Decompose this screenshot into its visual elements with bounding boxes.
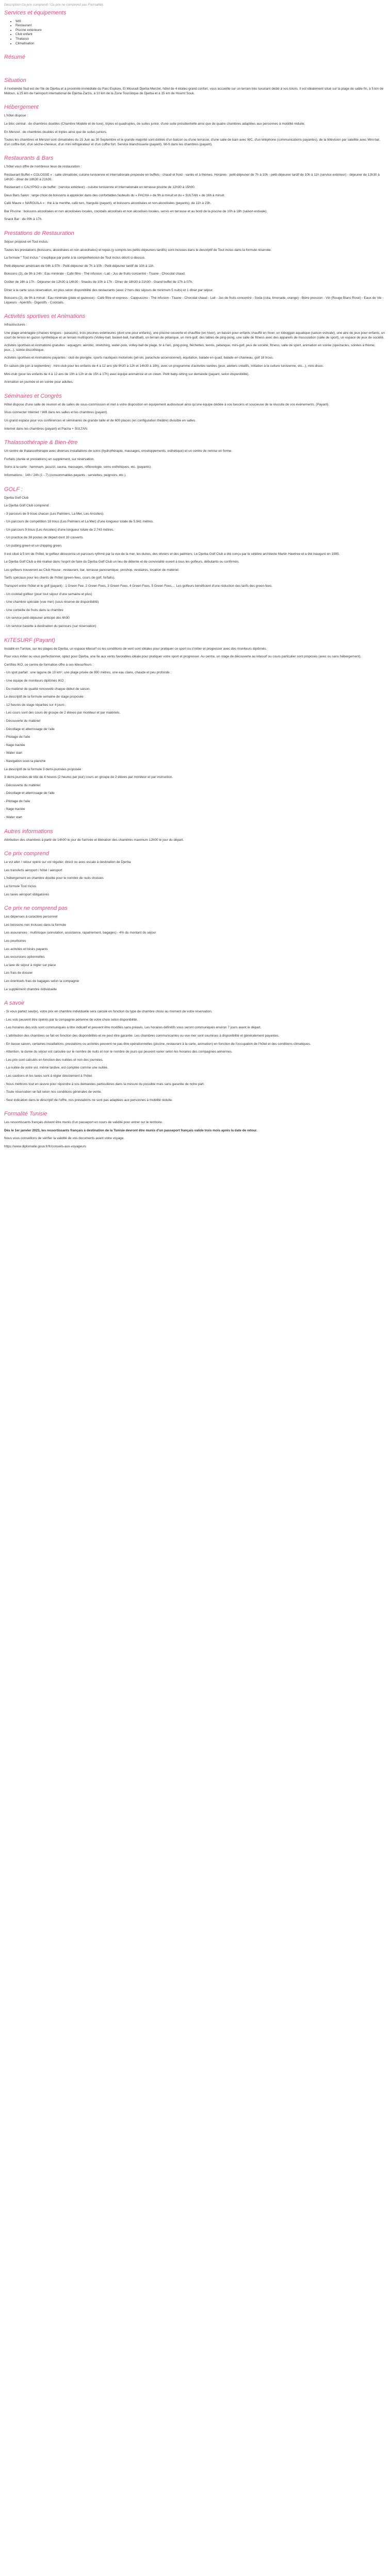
golf-title: GOLF : <box>4 486 23 493</box>
hebergement-text: Le bloc central : de chambres doubles (Chambre Modèle et de luxe), triples et quadruples, de suites junior, d'une suite présidentielle ainsi que de quatre chambres adaptées aux personnes à mobilité réduite. <box>4 122 305 126</box>
kitesurf-text: Le descriptif de la formule 3 demi-journées proposée : <box>4 767 83 771</box>
page-content <box>0 0 391 1163</box>
prestations-text: Dîner à la carte sous réservation, en plus selon disponibilité des restaurants (avec 2 hors des séjours de minimum 5 nuits) et 1 dîner par séjour. <box>4 288 214 292</box>
golf-text: Il est situé à 5 km de l'hôtel, le golfeur découvrira un parcours rythmé par la vue de la mer, les dunes, des oliviers et des palmiers. Le Djerba Golf Club a été conçu par le célèbre architecte Martin Hawtree et a été inauguré en 1995. <box>4 552 340 556</box>
activites-text: Activités sportives et Animations payantes : club de plongée, sports nautiques motorisés (jet-ski, parachute ascensionnel), équitation, balade en quad, balade en chameau, golf 18 trous. <box>4 356 274 360</box>
a-savoir-text: - Si vous partez seul(e), votre prix en chambre individuelle sera calculé en fonction du type de chambre choisi au moment de votre réservation. <box>4 1010 213 1014</box>
golf-text: - 3 parcours de 9 trous chacun (Les Palmiers, La Mer, Les Ancolies). <box>4 512 104 516</box>
restaurants-text: L'hôtel vous offre de nombreux lieux de restauration : <box>4 165 82 169</box>
golf-text: - Un putting green et un chipping green. <box>4 544 62 548</box>
kitesurf-list-item: - Nage tractée <box>4 807 25 811</box>
activites-text: Une plage aménagée (chaises longues - parasols), trois piscines extérieures (dont une pour enfants), une piscine couverte et chauffée (en hiver), un bassin pour enfants chauffé en hiver, un toboggan aquatique (saison estivale), une aire de jeux pour enfants, un court de tennis en gazon synthétique et un terrain multisports (Volley-ball, basket-ball, handball), un terrain de pétanque, un mini-golf, des tables de ping-pong, une salle de fitness avec des appareils de musculation (salle de sport), un espace de jeux de société. <box>4 331 385 340</box>
kitesurf-list-item: - Découverte du matériel <box>4 719 40 723</box>
kitesurf-title: KITESURF (Payant) <box>4 637 55 643</box>
list-item: • Club enfant <box>15 32 387 37</box>
restaurants-text: Café Maure « NARGUILA » : thé à la menthe, café turc, Narguilé (payant), et boissons alcoolisées et non-alcoolisées (payants), de 11h à 23h. <box>4 201 211 206</box>
a-savoir-text: - Les horaires des vols sont communiqués à titre indicatif et peuvent être modifiés sans préavis. Les horaires définitifs vous seront communiqués environ 7 jours avant le départ. <box>4 1026 262 1030</box>
restaurants-text: Bar Piscine : boissons alcoolisées et non alcoolisées locales, cocktails alcoolisés et non alcoolisés locales, servis en terrasse et au bord de la piscine de 10h à 18h (saison estivale). <box>4 209 268 213</box>
golf-list-item: - Un cocktail golfeur (pour tout séjour d'une semaine et plus) <box>4 592 92 596</box>
breadcrumb[interactable]: Description Ce prix comprend / Ce prix ne comprend pas Formalités <box>4 3 104 7</box>
seminaires-text: Hôtel dispose d'une salle de réunion et de salles de sous-commission et met à votre disposition en équipement audiovisuel ainsi qu'une équipe dédiée à vos besoins et soucieuse de la réussite de vos événements. (Payant). <box>4 402 330 406</box>
prix-ne-comprend-title: Ce prix ne comprend pas <box>4 905 68 912</box>
golf-text: Le Djerba Golf Club comprend : <box>4 504 51 508</box>
golf-text: Tarifs spéciaux pour les clients de l'hôtel (green-fees, cours de golf, forfaits). <box>4 576 116 580</box>
formalites-text: Dès le 1er janvier 2023, les ressortissants français à destination de la Tunisie devront être munis d'un passeport français valide trois mois après la date de retour. <box>4 1128 257 1132</box>
situation-text: À l'extrémité Sud est de l'île de Djerba et à proximité immédiate du Parc Explore, El Mouradi Djerba Menzel, hôtel de 4 étoiles grand confort, vous accueille sur un terrain très luxuriant dédié à vos loisirs. Il est idéalement situé sur la plage de sable fin, à 5 km de Midoun, à 25 km de l'aéroport international de Djerba-Zarzis, à 10 km de la Zone Touristique de Djerba et à 15 km de Houmt Souk. <box>4 87 384 95</box>
golf-text: Le Djerba Golf Club a été réalisé dans l'esprit de faire du Djerba Golf Club un lieu de détente et de convivialité ouvert à tous les golfeurs, débutants ou confirmés. <box>4 560 239 564</box>
services-title: Services et équipements <box>4 9 67 16</box>
restaurants-text: Snack Bar : de 09h à 17h. <box>4 217 42 222</box>
services-list <box>4 20 387 46</box>
kitesurf-text: Installé en Tunisie, sur les plages de Djerba, un espace kitesurf où les conditions de vent sont idéales pour pratiquer ce sport ou s'initier et progresser avec des moniteurs diplômés. <box>4 647 267 651</box>
prestations-text: Petit-déjeuner américain de 04h à 07h - Petit-déjeuner de 7h à 10h - Petit-déjeuner tardif de 10h à 11h. <box>4 264 155 268</box>
kitesurf-list-item: - Découverte du matériel <box>4 783 40 787</box>
kitesurf-text: Le descriptif de la formule semaine de stage proposée : <box>4 695 86 699</box>
golf-list-item: - Un service navette à destination du parcours (sur réservation) <box>4 624 96 628</box>
activites-text: Activités sportives et Animations gratuites : aquagym, aérobic, stretching, water-polo, volley-ball de plage, tir à l'arc, ping-pong, fléchettes, tennis, pétanque, mini-golf, jeux de société, fitness, salle de sport, animation en soirée (spectacles, soirées à thème, jeux...), soirée discothèque. <box>4 344 376 352</box>
hebergement-text: En Menzel : de chambres doubles et triples ainsi que de suites juniors. <box>4 130 107 134</box>
golf-text: Les golfeurs trouveront au Club House : restaurant, bar, terrasse panoramique, proshop, vestiaires, location de matériel. <box>4 568 180 572</box>
list-item: • Climatisation <box>15 42 387 46</box>
list-item: • Piscine extérieure <box>15 28 387 33</box>
kitesurf-list-item: - Une équipe de moniteurs diplômés IKO ; <box>4 679 66 683</box>
golf-list-item: - Une corbeille de fruits dans la chambre <box>4 608 63 612</box>
golf-text: - Un parcours de compétition 18 trous (Les Palmiers et La Mer) d'une longueur totale de 5.941 mètres. <box>4 520 154 524</box>
prix-comprend-item: Les taxes aéroport obligatoires <box>4 892 50 896</box>
prestations-text: Séjour proposé en Tout inclus. <box>4 240 48 244</box>
kitesurf-text: 3 demi-journées de kite de 4 heures (2 heures par jour) cours en groupe de 2 élèves par moniteur et par instruction. <box>4 775 173 779</box>
prix-comprend-title: Ce prix comprend <box>4 851 49 857</box>
hebergement-text: Toutes les chambres et Menzel sont climatisées du 15 Juin au 30 Septembre et le grande majorité sont dotées d'un balcon ou d'une terrasse, d'une salle de bain avec WC, d'un téléphone (communications payantes), de la télévision par satellite avec Mini-bar, d'un coffre-fort, d'un sèche-cheveux, d'un mini réfrigérateur et d'un coffre fort. Service blanchisserie (payant). Wi-fi dans les chambres (payant). <box>4 138 380 146</box>
a-savoir-text: - En basse saison, certaines installations, prestations ou activités peuvent ne pas être opérationnelles (piscine, restaurant à la carte, animation) en fonction de l'occupation de l'hôtel et des conditions climatiques. <box>4 1042 311 1046</box>
a-savoir-text: - Les vols peuvent être opérés par la compagnie aérienne de votre choix selon disponibilité. <box>4 1018 138 1022</box>
prix-ne-comprend-item: Les frais de dossier <box>4 971 33 975</box>
golf-list-item: - Un service petit-déjeuner anticipé dès 6h30 <box>4 616 70 620</box>
a-savoir-text: - La nuitée de votre vol, même tardive, est comptée comme une nuitée. <box>4 1066 108 1070</box>
prestations-text: Toutes les prestations (boissons, alcoolisées et non alcoolisées) et repas (y compris les petits déjeuners tardifs) sont incluses dans le descriptif de Tout inclus dans la formule réservée. <box>4 248 272 252</box>
prix-ne-comprend-item: La taxe de séjour à régler sur place <box>4 963 56 967</box>
prix-comprend-item: La formule Tout Inclus <box>4 885 37 889</box>
restaurants-text: Restaurant Buffet « COLOSSE » : salle climatisée, cuisine tunisienne et internationale proposée en buffets - chaud et froid - variés et à thèmes. Horaires : petit-déjeuner de 7h à 10h - petit-déjeuner tardif de 10h à 11h (service extérieur) - déjeuner de 12h30 à 14h30 - dîner de 18h30 à 21h30. <box>4 173 380 181</box>
resume-title: Résumé <box>4 54 25 61</box>
formalites-link[interactable]: https://www.diplomatie.gouv.fr/fr/conseils-aux-voyageurs <box>4 1145 87 1149</box>
seminaires-text: Internet dans les chambres (payant) et Pacha + SULTAN. <box>4 427 88 431</box>
a-savoir-text: - Seul indication dans le descriptif de l'offre, nos prestations ne sont pas adaptées aux personnes à mobilité réduite. <box>4 1098 173 1102</box>
kitesurf-list-item: - Pilotage de l'aile <box>4 799 30 803</box>
formalites-text: Nous vous conseillons de vérifier la validité de vos documents avant votre voyage. <box>4 1137 125 1141</box>
golf-text: Transport entre l'hôtel et le golf (payant) : 1 Green Fee, 2 Green Fees, 3 Green Fees, 4 Green Fees, 5 Green Fees,... Les golfeurs bénéficient d'une réduction des tarifs des green-fees. <box>4 584 273 588</box>
golf-text: Djerba Golf Club <box>4 496 29 500</box>
restaurants-text: Deux Bars Salon : large choix de boissons à apprécier dans des confortables fauteuils du « PACHA » de 9h à minuit et du « SULTAN » de 16h à minuit. <box>4 193 225 197</box>
activites-text: En saison (de juin à septembre) : mini-club pour les enfants de 4 à 12 ans (de 9h30 à 12h et 14h30 à 18h), avec un programme d'activités variées (jeux, ateliers créatifs, initiation à la culture tunisienne, etc...), mini-disco. <box>4 364 324 368</box>
prix-comprend-item: Le vol aller / retour opéré sur vol régulier, direct ou avec escale à destination de Djerba <box>4 860 131 865</box>
seminaires-title: Séminaires et Congrès <box>4 393 62 399</box>
list-item: • Thalasso <box>15 37 387 42</box>
prix-ne-comprend-item: Les dépenses à caractère personnel <box>4 915 58 919</box>
prix-ne-comprend-item: Le supplément chambre individuelle <box>4 987 57 991</box>
a-savoir-text: - Nous mettrons tout en œuvre pour répondre à vos demandes particulières dans la mesure du possible mais sans garantie de notre part. <box>4 1082 205 1086</box>
a-savoir-text: - L'attribution des chambres se fait en fonction des disponibilités et ne peut être garantie. Les chambres communicantes ou vue mer sont soumises à disponibilité et généralement payantes. <box>4 1033 280 1038</box>
restaurants-text: Restaurant « CALYPSO » de buffet : (service extérieur) - cuisine tunisienne et internationale en terrasse piscine de 12h30 à 15h00. <box>4 185 196 190</box>
activites-text: Animation en journée et en soirée pour adultes. <box>4 380 74 384</box>
a-savoir-text: - Toute réservation se fait selon nos conditions générales de vente. <box>4 1090 102 1094</box>
prestations-text: Boissons (2), de 9h à 24h : Eau minérale - Café filtre - Thé infusion - Lait - Jus de fruits concentré - Tisane - Chocolat chaud. <box>4 272 186 276</box>
kitesurf-list-item: - Décollage et atterrissage de l'aile <box>4 791 55 795</box>
seminaires-text: Un grand espace pour vos conférences et séminaires de grande taille et de 600 places (en configuration théâtre) divisible en salles. <box>4 418 196 422</box>
list-item: • Restaurant <box>15 24 387 28</box>
autres-title: Autres informations <box>4 828 53 835</box>
seminaires-text: Vous connecter Internet ! Wifi dans les salles et les chambres (payant). <box>4 411 108 415</box>
kitesurf-list-item: - Water start <box>4 751 22 755</box>
situation-title: Situation <box>4 77 26 84</box>
a-savoir-title: A savoir <box>4 1000 25 1007</box>
prix-ne-comprend-item: Les assurances : multirisque (annulation, assistance, rapatriement, bagages) - 4% du montant du séjour <box>4 931 156 935</box>
restaurants-title: Restaurants & Bars <box>4 155 54 162</box>
activites-text: Mini-club (pour les enfants de 4 à 12 ans de 10h à 12h et de 15h à 17h) avec équipe animatrice et un clown. Petit baby-sitting sur demande (payant, selon disponibilité). <box>4 372 250 376</box>
prestations-text: Boissons (2), de 9h à minuit : Eau minérale (plate et gazeuse) - Café filtre et express - Cappuccino - Thé infusion - Tisane - Chocolat chaud - Lait - Jus de fruits concentré - Soda (cola, limonade, orange) - Bière pression - Vin (Rouge Blanc Rosé) - Eaux de Vie - Liqueurs - Apéritifs - Digestifs - Cocktails. <box>4 296 384 304</box>
golf-list-item: - Une chambre spéciale (vue mer) (sous réserve de disponibilité) <box>4 600 99 604</box>
prestations-text: La formule " Tout inclus " s'explique par porté à la compréhension de Tout inclus décrit ci-dessus. <box>4 256 145 260</box>
thalasso-text: Soins à la carte : hammam, jacuzzi, sauna, massages, réflexologie, soins esthétiques, etc. (payants). <box>4 465 152 469</box>
prix-ne-comprend-item: Les boissons non incluses dans la formule <box>4 923 67 927</box>
formalites-text: Les ressortissants français doivent être munis d'un passeport en cours de validité pour entrer sur le territoire. <box>4 1121 163 1125</box>
prix-comprend-item: L'hébergement en chambre double pour le nombre de nuits choisies <box>4 876 104 880</box>
prix-ne-comprend-item: Les pourboires <box>4 939 26 943</box>
hebergement-title: Hébergement <box>4 104 39 111</box>
thalasso-text: Un centre de thalassothérapie avec diverses installations de soins (hydrothérapie, massages, enveloppements, esthétique) et un centre de remise en forme. <box>4 449 233 453</box>
kitesurf-list-item: - Navigation sous la planche <box>4 759 46 763</box>
kitesurf-list-item: - 12 heures de stage réparties sur 4 jours ; <box>4 703 67 707</box>
kitesurf-list-item: - Water start <box>4 816 22 820</box>
golf-text: - Un parcours 9 trous (Les Ancolies) d'une longueur totale de 2.743 mètres. <box>4 528 114 532</box>
kitesurf-text: Certifiés IKO, ce centre de formation offre à ses kitesurfeurs : <box>4 663 94 667</box>
a-savoir-text: - Les cautions et les taxes sont à régler directement à l'hôtel. <box>4 1074 93 1078</box>
prix-ne-comprend-item: Les activités et loisirs payants <box>4 947 48 951</box>
golf-text: - Un practice de 38 postes de départ dont 10 couverts. <box>4 536 84 540</box>
thalasso-text: Informations : 14h / 24h (1 - 7) (consommables payants : serviettes, peignoirs, etc.). <box>4 473 126 477</box>
activites-title: Activités sportives et Animations <box>4 313 86 320</box>
list-item: • Wifi <box>15 20 387 24</box>
formalites-title: Formalité Tunisie <box>4 1111 47 1117</box>
kitesurf-list-item: - Du matériel de qualité renouvelé chaque début de saison. <box>4 687 91 691</box>
prix-ne-comprend-item: Les éventuels frais de bagages selon la compagnie <box>4 979 79 983</box>
kitesurf-list-item: - Un spot parfait : une lagune de 10 km², une plage privée de 800 mètres, une eau claire, chaude et peu profonde ; <box>4 671 172 675</box>
autres-text: Attribution des chambres à partir de 14h00 le jour de l'arrivée et libération des chambres maximum 12h00 le jour du départ. <box>4 838 184 842</box>
kitesurf-list-item: - Nage tractée <box>4 743 25 747</box>
thalasso-title: Thalassothérapie & Bien-être <box>4 439 78 446</box>
kitesurf-list-item: - Les cours sont des cours de groupe de 2 élèves par moniteur et par matériels. <box>4 711 121 715</box>
prix-ne-comprend-item: Les excursions optionnelles <box>4 955 45 959</box>
kitesurf-list-item: - Décollage et atterrissage de l'aile <box>4 727 55 731</box>
prestations-title: Prestations de Restauration <box>4 230 74 237</box>
prestations-text: Goûter de 16h à 17h - Déjeuner de 12h30 à 14h30 - Snacks de 10h à 17h - Dîner de 18h30 à 21h30 - Grand buffet de 17h à 07h. <box>4 280 193 284</box>
a-savoir-text: - Attention, la durée du séjour est calculée sur le nombre de nuits et non le nombre de jours qui peuvent varier selon les horaires des compagnies aériennes. <box>4 1050 233 1054</box>
a-savoir-text: - Les prix sont calculés en fonction des nuitées et non des journées. <box>4 1058 104 1062</box>
prix-comprend-item: Les transferts aéroport / hôtel / aéroport <box>4 868 62 872</box>
kitesurf-list-item: - Pilotage de l'aile <box>4 735 30 739</box>
activites-text: Infrastructures : <box>4 323 27 327</box>
thalasso-text: Forfaits (durée et prestations) en supplément, sur réservation. <box>4 457 95 461</box>
hebergement-text: L'hôtel dispose : <box>4 114 28 118</box>
kitesurf-text: Pour vous initier ou vous perfectionner, optez pour Djerba, une île aux vents favorables idéale pour pratiquer votre sport et progresser. Au centre, un stage de découverte au kitesurf ou cours particulier sont proposés (avec ou sans hébergement). <box>4 655 362 659</box>
